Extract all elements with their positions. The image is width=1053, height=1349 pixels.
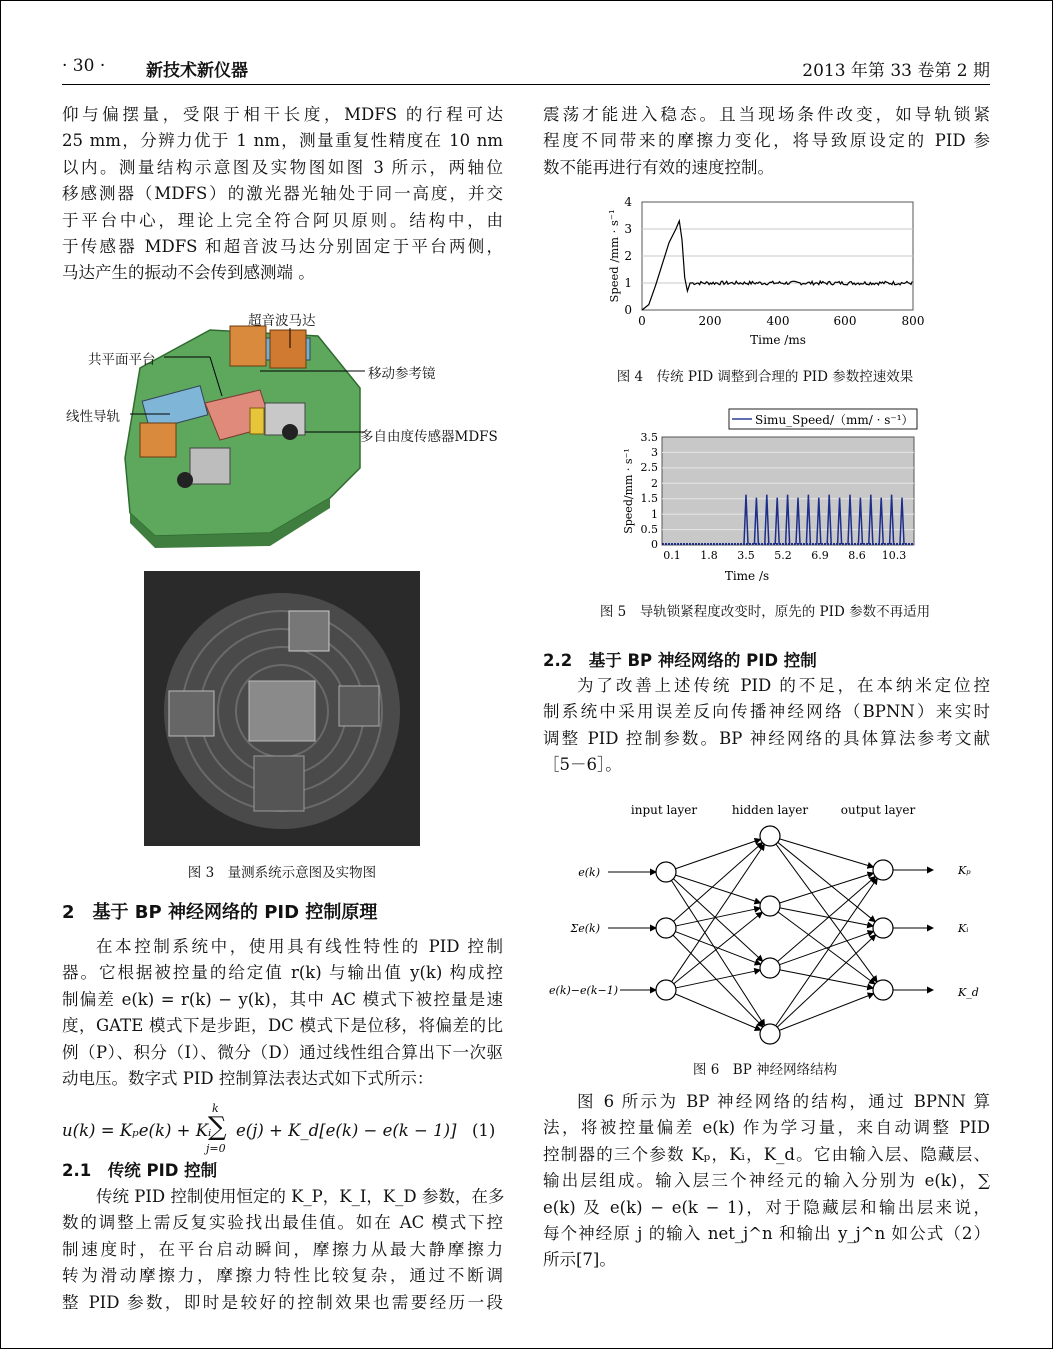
- legend-label: Simu_Speed/（mm/ · s⁻¹）: [755, 413, 914, 427]
- x-tick-3.5: 3.5: [737, 549, 755, 562]
- y-tick-2: 2: [624, 249, 632, 263]
- label-platform: 共平面平台: [88, 352, 156, 368]
- x-tick-800: 800: [901, 314, 925, 328]
- neuron-node: [873, 980, 893, 1000]
- figure-4-chart: [600, 194, 940, 354]
- section-2-2-heading: 2.2 基于 BP 神经网络的 PID 控制: [543, 651, 817, 670]
- x-tick-1.8: 1.8: [700, 549, 718, 562]
- connection-arrow: [780, 873, 874, 903]
- x-tick-8.6: 8.6: [848, 549, 866, 562]
- y-tick-1: 1: [651, 508, 658, 521]
- neuron-node: [760, 1024, 780, 1044]
- neuron-node: [873, 860, 893, 880]
- sum-sign: ∑: [208, 1112, 227, 1142]
- sum-lower: j=0: [206, 1142, 226, 1155]
- network-diagram: [548, 796, 988, 1046]
- input-layer-label: input layer: [630, 803, 698, 817]
- left-paragraph-3b: 数的调整上需反复实验找出最佳值。如在 AC 模式下控 制速度时，在平台启动瞬间，摩擦力从最大静摩擦力 转为滑动摩擦力，摩擦力特性比较复杂，通过不断调 整 PID 参数，即时是较好的控制效果也需要经历一段: [62, 1213, 503, 1312]
- y-tick-1.5: 1.5: [640, 492, 658, 505]
- sum-upper: k: [212, 1102, 219, 1115]
- y-tick-3.5: 3.5: [640, 431, 658, 444]
- label-sensor: 多自由度传感器MDFS: [360, 429, 498, 445]
- figure-5-caption: 图 5 导轨锁紧程度改变时，原先的 PID 参数不再适用: [599, 604, 931, 620]
- figure-5-svg: [612, 407, 922, 587]
- x-tick-600: 600: [833, 314, 857, 328]
- output-label-ki: Kᵢ: [958, 922, 969, 935]
- x-tick-200: 200: [698, 314, 722, 328]
- y-tick-3: 3: [624, 222, 632, 236]
- x-tick-400: 400: [766, 314, 790, 328]
- label-motor: 超音波马达: [248, 313, 316, 329]
- right-paragraph-3: 图 6 所示为 BP 神经网络的结构，通过 BPNN 算: [577, 1092, 990, 1111]
- left-paragraph-1: 仰与偏摆量，受限于相干长度，MDFS 的行程可达 25 mm，分辨力优于 1 nm，测量重复性精度在 10 nm 以内。测量结构示意图及实物图如图 3 所示，两轴位 移感测器（MDFS）的激光器光轴处于同一高度，并交 于平台中心，理论上完全符合阿贝原则。结构中，由 于传感器 MDFS 和超音波马达分别固定于平台两侧， 马达产生的振动不会传到感测端 。: [62, 105, 503, 283]
- page-number: · 30 ·: [62, 56, 106, 76]
- input-label-diff: e(k)−e(k−1): [549, 984, 618, 997]
- y-tick-0.5: 0.5: [640, 523, 658, 536]
- x-axis-label: Time /s: [724, 569, 770, 583]
- connection-arrow: [676, 875, 761, 903]
- output-label-kp: Kₚ: [958, 864, 971, 877]
- equation-lhs: u(k) = Kₚe(k) + Kᵢ: [62, 1121, 212, 1140]
- y-tick-4: 4: [624, 195, 632, 209]
- output-layer-label: output layer: [840, 803, 916, 817]
- label-mirror: 移动参考镜: [368, 366, 436, 382]
- y-tick-0: 0: [624, 303, 632, 317]
- output-label-kd: K_d: [958, 986, 979, 999]
- figure-3-photo: [144, 571, 420, 846]
- right-paragraph-1: 震荡才能进入稳态。且当现场条件改变，如导轨锁紧 程度不同带来的摩擦力变化，将导致原设定的 PID 参 数不能再进行有效的速度控制。: [543, 105, 990, 177]
- input-label-ek: e(k): [578, 866, 600, 879]
- input-label-sum: Σe(k): [570, 922, 600, 935]
- connection-arrow: [776, 878, 878, 1026]
- figure-6-caption: 图 6 BP 神经网络结构: [692, 1062, 838, 1078]
- figure-5-chart: [612, 407, 922, 587]
- left-paragraph-2: 在本控制系统中，使用具有线性特性的 PID 控制: [96, 937, 503, 956]
- figure-4-svg: [600, 194, 940, 354]
- x-axis-label: Time /ms: [750, 333, 806, 347]
- neuron-node: [760, 826, 780, 846]
- neuron-node: [760, 958, 780, 978]
- connection-arrow: [776, 844, 877, 982]
- x-tick-0: 0: [638, 314, 646, 328]
- figure-3-schematic: [60, 308, 505, 554]
- figure-4-caption: 图 4 传统 PID 调整到合理的 PID 参数控速效果: [616, 369, 914, 385]
- left-paragraph-2b: 器。它根据被控量的给定值 r(k) 与输出值 y(k) 构成控 制偏差 e(k) = r(k) − y(k)，其中 AC 模式下被控量是速 度，GATE 模式下是步距，DC 模式下是位移，将偏差的比 例（P）、积分（I）、微分（D）通过线性组合算出下一次驱 动电压。数字式 PID 控制算法表达式如下式所示：: [62, 963, 503, 1089]
- y-tick-3: 3: [651, 446, 658, 459]
- x-tick-10.3: 10.3: [881, 549, 907, 562]
- figure-6-network: [548, 796, 988, 1046]
- figure-3-caption: 图 3 量测系统示意图及实物图: [187, 865, 377, 881]
- connection-arrow: [676, 970, 760, 988]
- right-paragraph-2: 为了改善上述传统 PID 的不足，在本纳米定位控: [577, 676, 990, 695]
- connection-arrow: [675, 839, 760, 868]
- x-tick-6.9: 6.9: [811, 549, 829, 562]
- neuron-node: [656, 862, 676, 882]
- y-axis-label: Speed /mm · s⁻¹: [607, 209, 621, 303]
- equation-rhs: e(j) + K_d[e(k) − e(k − 1)]: [236, 1121, 457, 1140]
- label-rail: 线性导轨: [66, 409, 120, 425]
- x-tick-5.2: 5.2: [774, 549, 792, 562]
- connection-arrow: [780, 839, 874, 867]
- header-rule: [62, 84, 990, 85]
- neuron-node: [873, 918, 893, 938]
- y-tick-2.5: 2.5: [640, 461, 658, 474]
- issue-info: 2013 年第 33 卷第 2 期: [802, 61, 990, 81]
- left-paragraph-3: 传统 PID 控制使用恒定的 K_P，K_I，K_D 参数，在多: [96, 1187, 505, 1206]
- connection-arrow: [671, 880, 764, 1025]
- neuron-node: [656, 980, 676, 1000]
- y-tick-0: 0: [651, 538, 658, 551]
- running-header: [62, 56, 990, 84]
- y-tick-1: 1: [624, 276, 632, 290]
- right-paragraph-3b: 法，将被控量偏差 e(k) 作为学习量，来自动调整 PID 控制器的三个参数 Kₚ，Kᵢ，K_d。它由输入层、隐藏层、 输出层组成。输入层三个神经元的输入分别为 e(k)，∑ e(k) 及 e(k) − e(k − 1)，对于隐藏层和输出层来说， 每个神经原 j 的输入 net_j^n 和输出 y_j^n 如公式（2） 所示[7]。: [543, 1118, 990, 1270]
- neuron-node: [656, 918, 676, 938]
- y-axis-label: Speed/mm · s⁻¹: [622, 448, 635, 534]
- neuron-node: [760, 896, 780, 916]
- equation-number: (1): [472, 1121, 496, 1140]
- journal-section: 新技术新仪器: [146, 61, 248, 81]
- hidden-layer-label: hidden layer: [731, 803, 809, 817]
- connection-arrow: [778, 842, 875, 921]
- x-tick-0.1: 0.1: [663, 549, 681, 562]
- y-tick-2: 2: [651, 477, 658, 490]
- photo-drawing: [144, 571, 420, 846]
- right-paragraph-2b: 制系统中采用误差反向传播神经网络（BPNN）来实时 调整 PID 控制参数。BP 神经网络的具体算法参考文献 ［5－6］。: [543, 702, 990, 775]
- section-2-1-heading: 2.1 传统 PID 控制: [62, 1161, 218, 1180]
- connection-arrow: [676, 908, 760, 926]
- section-2-heading: 2 基于 BP 神经网络的 PID 控制原理: [62, 902, 378, 923]
